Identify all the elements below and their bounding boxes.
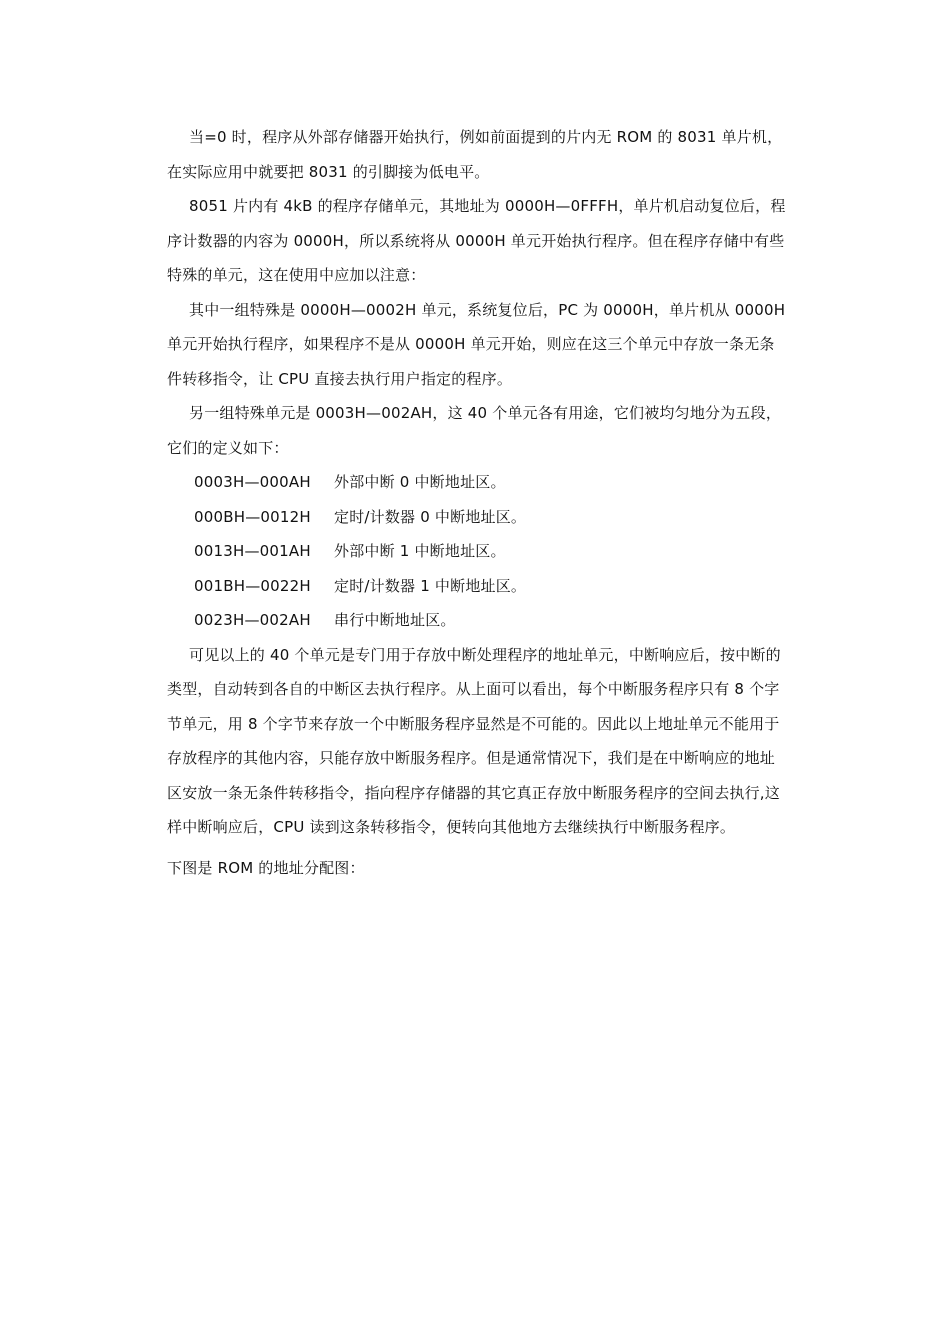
document-body — [167, 120, 787, 885]
address-range: 0023H—002AH — [194, 611, 311, 629]
address-range: 000BH—0012H — [194, 507, 311, 526]
address-range: 0013H—001AH — [194, 542, 311, 560]
paragraph-interrupt-units: 另一组特殊单元是 0003H—002AH，这 40 个单元各有用途，它们被均匀地分为五段，它们的定义如下： — [167, 404, 782, 457]
paragraph-figure-caption: 下图是 ROM 的地址分配图： — [167, 858, 365, 877]
address-range: 0003H—000AH — [194, 473, 311, 491]
list-item — [167, 465, 787, 500]
list-item — [167, 569, 787, 604]
range-description: 外部中断 1 中断地址区。 — [334, 542, 506, 560]
paragraph-interrupt-explanation: 可见以上的 40 个单元是专门用于存放中断处理程序的地址单元，中断响应后，按中断的类型，自动转到各自的中断区去执行程序。从上面可以看出，每个中断服务程序只有 8 个字节单元，用 8 个字节来存放一个中断服务程序显然是不可能的。因此以上地址单元不能用于存放程序的其他内容，只能存放中断服务程序。但是通常情况下，我们是在中断响应的地址区安放一条无条件转移指令，指向程序存储器的其它真正存放中断服务程序的空间去执行,这样中断响应后，CPU 读到这条转移指令，便转向其他地方去继续执行中断服务程序。 — [167, 645, 781, 836]
range-description: 定时/计数器 0 中断地址区。 — [334, 507, 527, 526]
list-item — [167, 500, 787, 535]
paragraph-reset-units: 其中一组特殊是 0000H—0002H 单元，系统复位后，PC 为 0000H，单片机从 0000H 单元开始执行程序，如果程序不是从 0000H 单元开始，则应在这三个单元中存放一条无条件转移指令，让 CPU 直接去执行用户指定的程序。 — [167, 300, 786, 388]
range-description: 定时/计数器 1 中断地址区。 — [334, 576, 527, 595]
range-description: 串行中断地址区。 — [334, 611, 456, 629]
list-item — [167, 603, 787, 638]
range-description: 外部中断 0 中断地址区。 — [334, 473, 506, 491]
list-item — [167, 534, 787, 569]
paragraph-ea-pin: 当=0 时，程序从外部存储器开始执行，例如前面提到的片内无 ROM 的 8031 单片机，在实际应用中就要把 8031 的引脚接为低电平。 — [167, 128, 783, 181]
paragraph-rom-size: 8051 片内有 4kB 的程序存储单元，其地址为 0000H—0FFFH，单片机启动复位后，程序计数器的内容为 0000H，所以系统将从 0000H 单元开始执行程序。但在程序存储中有些特殊的单元，这在使用中应加以注意： — [167, 197, 786, 284]
interrupt-address-list — [167, 465, 787, 638]
address-range: 001BH—0022H — [194, 576, 311, 595]
